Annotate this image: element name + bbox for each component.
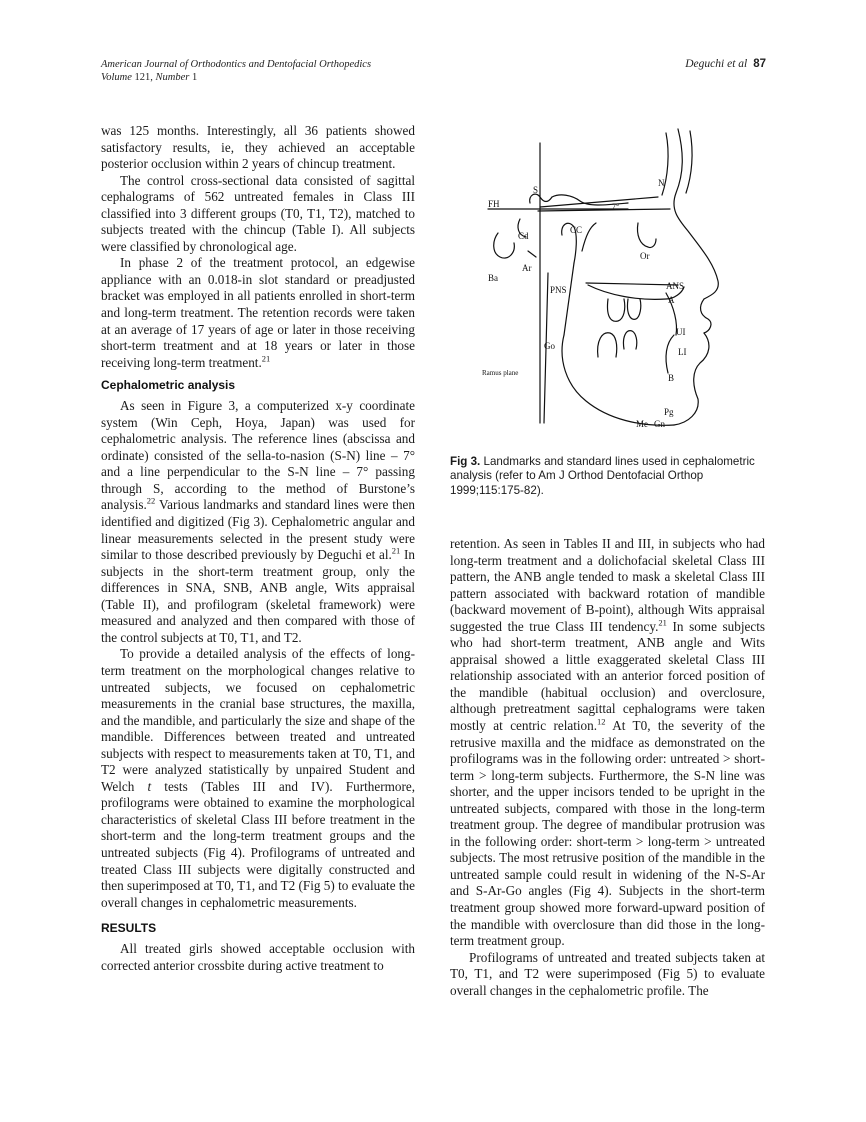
label-me: Me xyxy=(636,419,648,429)
reference-citation: 22 xyxy=(146,496,156,507)
paragraph: All treated girls showed acceptable occlusion with corrected anterior crossbite during active treatment to xyxy=(101,941,415,973)
section-heading-cephalometric: Cephalometric analysis xyxy=(101,378,236,393)
label-angle: 7° xyxy=(612,202,620,211)
label-fh: FH xyxy=(488,199,500,209)
paragraph-text: To provide a detailed analysis of the effects of long-term treatment on the morphological changes relative to untreated subjects, we focused on cephalometric measurements in the cranial base structures, the maxilla, and the mandible, and particularly the size and shape of the mandible. Differences between treated and untreated subjects with respect to measurements taken at T0, T1, and T2 were analyzed statistically by unpaired Student and Welch xyxy=(101,646,415,794)
ar-tick xyxy=(528,251,536,257)
paragraph-text: At T0, the severity of the retrusive maxilla and the midface as demonstrated on the profilograms was in the following order: untreated > short-term > long-term subjects. Furthermore, the S-N line was shorter, and the upper incisors tended to be upright in the untreated subjects, compared with those in the long-term treatment group. The degree of mandibular protrusion was in the following order: short-term > long-term > untreated subjects. The most retrusive position of the mandible in the untreated sample could result in widening of the N-S-Ar and S-Ar-Go angles (Fig 4). Subjects in the short-term treatment group showed more forward-upward position of the mandible with overclosure than did those in the long-term treatment group. xyxy=(450,718,765,949)
label-n: N xyxy=(658,178,665,188)
number-label: Number xyxy=(155,72,190,83)
upper-molar xyxy=(607,299,624,321)
paragraph xyxy=(101,255,415,371)
sella-contour xyxy=(530,194,552,203)
lower-incisor xyxy=(666,335,674,373)
running-head-author xyxy=(685,58,766,70)
label-ba: Ba xyxy=(488,273,498,283)
label-pg: Pg xyxy=(664,407,674,417)
paragraph-text: In some subjects who had short-term treatment, ANB angle and Wits appraisal showed a little exaggerated skeletal Class III relationship associated with an anterior forced position of the mandible (habitual occlusion) and overclosure, although pretreatment sagittal cephalograms were taken mostly at centric relation. xyxy=(450,618,766,734)
label-b: B xyxy=(668,373,675,383)
upper-premolar xyxy=(627,299,640,319)
nose-upper xyxy=(686,131,692,193)
label-ramus-plane: Ramus plane xyxy=(482,369,519,377)
cc-contour xyxy=(582,223,596,251)
reference-citation: 21 xyxy=(391,545,401,556)
paragraph: was 125 months. Interestingly, all 36 patients showed satisfactory results, ie, they achieved an acceptable posterior occlusion within 2 years of chincup treatment. xyxy=(101,123,415,172)
ramus-border xyxy=(564,263,574,335)
reference-citation: 21 xyxy=(658,617,667,628)
paragraph xyxy=(450,536,765,950)
left-column xyxy=(101,123,415,974)
paragraph: Profilograms of untreated and treated subjects taken at T0, T1, and T2 were superimposed (Fig 5) to evaluate overall changes in the cephalometric profile. The xyxy=(450,949,765,998)
figure-caption xyxy=(450,455,766,498)
italic-t: t xyxy=(147,778,152,794)
label-gn: Gn xyxy=(654,419,665,429)
mandible-outline xyxy=(562,335,674,425)
section-heading-results: RESULTS xyxy=(101,921,157,936)
paragraph-text: In phase 2 of the treatment protocol, an edgewise appliance with an 0.018-in slot standard or preadjusted bracket was employed in all patients enrolled in short-term and long-term treatment. The retention records were taken at an average of 17 years of age or later in those receiving short-term treatment and at 18 years or later in those receiving long-term treatment. xyxy=(101,255,415,370)
volume-number xyxy=(101,71,371,84)
basion-contour xyxy=(494,233,515,258)
label-go: Go xyxy=(544,341,555,351)
orbit-contour xyxy=(637,223,656,248)
paragraph xyxy=(101,398,415,646)
soft-tissue-forehead xyxy=(674,129,718,299)
label-ar: Ar xyxy=(522,263,532,273)
lower-molar xyxy=(598,333,617,357)
journal-title: American Journal of Orthodontics and Dentofacial Orthopedics xyxy=(101,59,372,70)
page-number: 87 xyxy=(753,58,766,70)
number-value: 1 xyxy=(189,72,198,83)
right-column xyxy=(450,536,765,999)
label-or: Or xyxy=(640,251,650,261)
caption-text: Landmarks and standard lines used in cephalometric analysis (refer to Am J Orthod Dentofacial Orthop 1999;115:175-82). xyxy=(450,455,755,497)
paragraph: The control cross-sectional data consisted of sagittal cephalograms of 562 untreated females in Class III classified into 3 different groups (T0, T1, T2), matched to subjects treated with the chincup (Table I). All subjects were classified by chronological age. xyxy=(101,172,415,254)
lower-premolar xyxy=(623,331,636,349)
label-cd: Cd xyxy=(518,231,529,241)
author-names: Deguchi et al xyxy=(685,58,748,70)
reference-citation: 21 xyxy=(261,353,271,364)
palatal-plane xyxy=(586,283,678,285)
reference-citation: 12 xyxy=(597,716,606,727)
label-pns: PNS xyxy=(550,285,567,295)
label-a: A xyxy=(668,295,675,305)
paragraph-text: tests (Tables III and IV). Furthermore, profilograms were obtained to examine the morphological characteristics of skeletal Class III before treatment in the short-term and the long-term treatment groups and the untreated subjects (Fig 4). Profilograms of untreated and treated Class III subjects were digitally constructed and then superimposed at T0, T1, and T2 (Fig 5) to evaluate the overall changes in cephalometric measurements. xyxy=(101,778,415,910)
label-ans: ANS xyxy=(666,281,685,291)
label-s: S xyxy=(533,185,539,195)
label-cc: CC xyxy=(570,225,583,235)
cephalogram-tracing xyxy=(478,123,778,453)
running-head-journal xyxy=(101,58,371,84)
paragraph-text: Various landmarks and standard lines were then identified and digitized (Fig 3). Cephalometric angular and linear measurements selected in the present study were similar to those described previously by Deguchi et al. xyxy=(101,497,415,563)
label-li: LI xyxy=(678,347,687,357)
paragraph-text: retention. As seen in Tables II and III, in subjects who had long-term treatment and a dolichofacial skeletal Class III pattern, the ANB angle tended to mask a skeletal Class III pattern associated with backward rotation of mandible (backward movement of B-point), although Wits appraisal suggested the true Class III tendency. xyxy=(450,536,765,634)
figure-3-cephalogram xyxy=(478,123,778,453)
volume-label: Volume xyxy=(101,72,132,83)
paragraph-text: As seen in Figure 3, a computerized x-y coordinate system (Win Ceph, Hoya, Japan) was used for cephalometric analysis. The reference lines (abscissa and ordinate) consisted of the sella-to-nasion (S-N) line – 7° and a line perpendicular to the S-N line – 7° passing through S, according to the method of Burstone’s analysis. xyxy=(101,398,415,513)
volume-value: 121, xyxy=(134,72,156,83)
paragraph-text: In subjects in the short-term treatment group, only the differences in SNA, SNB, ANB angle, Wits appraisal (Table II), and profilogram (skeletal framework) were measured and analyzed and then compared with those of the control subjects at T0, T1, and T2. xyxy=(101,547,415,645)
upper-lip xyxy=(701,299,711,333)
label-ui: UI xyxy=(676,327,686,337)
caption-label: Fig 3. xyxy=(450,455,481,468)
paragraph xyxy=(101,646,415,911)
